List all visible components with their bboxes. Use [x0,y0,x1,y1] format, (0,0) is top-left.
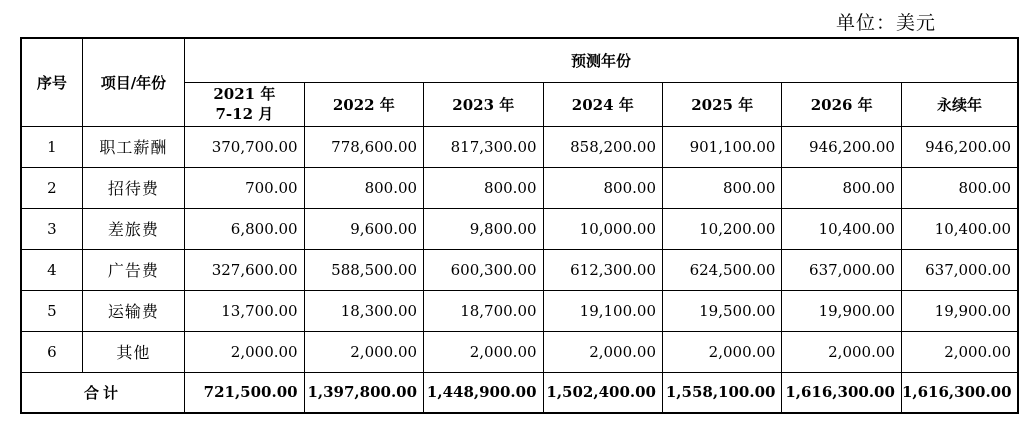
header-year-2022: 2022 年 [304,82,423,126]
row-value: 2,000.00 [304,331,423,372]
row-value: 9,800.00 [424,208,543,249]
row-value: 19,900.00 [901,290,1018,331]
total-value: 1,616,300.00 [782,372,901,413]
row-value: 18,700.00 [424,290,543,331]
row-value: 10,400.00 [901,208,1018,249]
row-value: 800.00 [663,167,782,208]
row-value: 800.00 [901,167,1018,208]
row-value: 327,600.00 [185,249,304,290]
row-value: 6,800.00 [185,208,304,249]
total-row [21,372,1018,413]
total-value: 721,500.00 [185,372,304,413]
unit-label: 单位：美元 [835,12,936,34]
row-value: 946,200.00 [901,126,1018,167]
header-year-perpetual: 永续年 [901,82,1018,126]
row-value: 2,000.00 [663,331,782,372]
row-value: 588,500.00 [304,249,423,290]
row-seq: 4 [21,249,82,290]
total-value: 1,448,900.00 [424,372,543,413]
header-item: 项目/年份 [82,38,184,126]
row-value: 946,200.00 [782,126,901,167]
header-forecast-years: 预测年份 [185,38,1018,82]
row-value: 2,000.00 [782,331,901,372]
row-value: 624,500.00 [663,249,782,290]
table-row [21,290,1018,331]
row-item-name: 其他 [82,331,184,372]
row-seq: 6 [21,331,82,372]
forecast-expense-table [20,37,1019,414]
table-row [21,208,1018,249]
row-item-name: 招待费 [82,167,184,208]
header-year-2023: 2023 年 [424,82,543,126]
row-value: 700.00 [185,167,304,208]
row-value: 19,100.00 [543,290,662,331]
row-seq: 1 [21,126,82,167]
row-value: 10,400.00 [782,208,901,249]
total-value: 1,558,100.00 [663,372,782,413]
row-value: 2,000.00 [424,331,543,372]
row-value: 612,300.00 [543,249,662,290]
row-item-name: 运输费 [82,290,184,331]
header-row-group [21,38,1018,82]
header-seq: 序号 [21,38,82,126]
row-value: 9,600.00 [304,208,423,249]
header-year-2024: 2024 年 [543,82,662,126]
row-value: 19,900.00 [782,290,901,331]
table-row [21,167,1018,208]
total-label: 合计 [21,372,185,413]
row-seq: 2 [21,167,82,208]
header-year-2026: 2026 年 [782,82,901,126]
row-value: 800.00 [424,167,543,208]
row-seq: 3 [21,208,82,249]
row-value: 18,300.00 [304,290,423,331]
table-row [21,331,1018,372]
row-value: 10,000.00 [543,208,662,249]
row-value: 637,000.00 [901,249,1018,290]
row-value: 637,000.00 [782,249,901,290]
row-value: 901,100.00 [663,126,782,167]
row-value: 2,000.00 [185,331,304,372]
header-year-2025: 2025 年 [663,82,782,126]
row-value: 800.00 [304,167,423,208]
table-row [21,126,1018,167]
row-value: 600,300.00 [424,249,543,290]
total-value: 1,397,800.00 [304,372,423,413]
row-value: 10,200.00 [663,208,782,249]
row-value: 800.00 [782,167,901,208]
row-value: 800.00 [543,167,662,208]
row-value: 2,000.00 [543,331,662,372]
total-value: 1,616,300.00 [901,372,1018,413]
row-value: 858,200.00 [543,126,662,167]
row-item-name: 职工薪酬 [82,126,184,167]
header-year-2021: 2021 年 7-12 月 [185,82,304,126]
table-row [21,249,1018,290]
row-value: 13,700.00 [185,290,304,331]
row-item-name: 广告费 [82,249,184,290]
row-seq: 5 [21,290,82,331]
row-value: 19,500.00 [663,290,782,331]
row-value: 817,300.00 [424,126,543,167]
row-value: 370,700.00 [185,126,304,167]
total-value: 1,502,400.00 [543,372,662,413]
row-value: 2,000.00 [901,331,1018,372]
row-value: 778,600.00 [304,126,423,167]
row-item-name: 差旅费 [82,208,184,249]
